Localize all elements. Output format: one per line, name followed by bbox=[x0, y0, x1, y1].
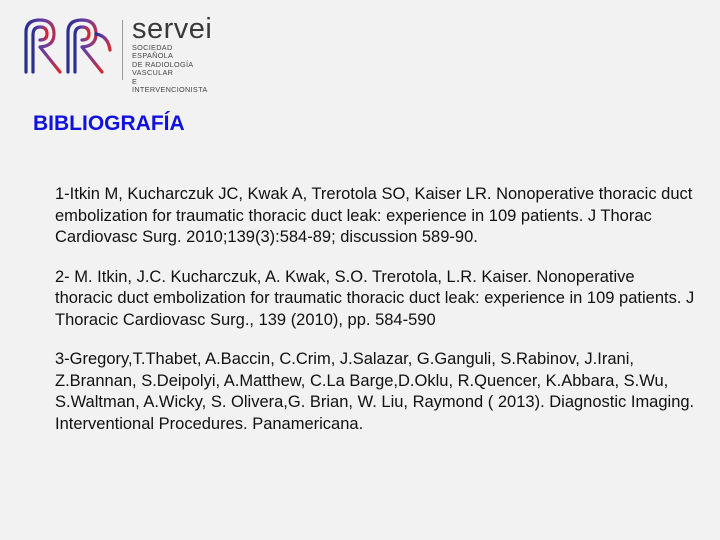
reference-item-3: 3-Gregory,T.Thabet, A.Baccin, C.Crim, J.Salazar, G.Ganguli, S.Rabinov, J.Irani, Z.Brannan, S.Deipolyi, A.Matthew, C.La Barge,D.Oklu, R.Quencer, K.Abbara, S.Wu, S.Waltman, A.Wicky, S. Olivera,G. Brian, W. Liu, Raymond ( 2013). Diagnostic Imaging. Interventional Procedures. Panamericana. bbox=[55, 350, 695, 433]
servei-logo-mark-icon bbox=[22, 16, 114, 76]
brand-subtitle-line-4: E INTERVENCIONISTA bbox=[132, 76, 208, 95]
logo-divider bbox=[122, 20, 123, 80]
brand-subtitle-line-3: VASCULAR bbox=[132, 68, 174, 78]
reference-list bbox=[55, 184, 695, 453]
brand-subtitle-line-2: DE RADIOLOGÍA bbox=[132, 59, 194, 69]
servei-logo bbox=[22, 13, 213, 95]
reference-item-1: 1-Itkin M, Kucharczuk JC, Kwak A, Trerotola SO, Kaiser LR. Nonoperative thoracic duct embolization for traumatic thoracic duct leak: experience in 109 patients. J Thorac Cardiovasc Surg. 2010;139(3):584-89; discussion 589-90. bbox=[55, 185, 693, 246]
brand-subtitle-line-1: SOCIEDAD ESPAÑOLA bbox=[132, 43, 174, 61]
brand-name: servei bbox=[132, 13, 213, 45]
brand-block bbox=[132, 14, 212, 94]
reference-item-2: 2- M. Itkin, J.C. Kucharczuk, A. Kwak, S.O. Trerotola, L.R. Kaiser. Nonoperative thoracic duct embolization for traumatic thoracic duct leak: experience in 109 patients. J Thoracic Cardiovasc Surg., 139 (2010), pp. 584-590 bbox=[55, 267, 695, 329]
page-title: BIBLIOGRAFÍA bbox=[33, 112, 185, 135]
